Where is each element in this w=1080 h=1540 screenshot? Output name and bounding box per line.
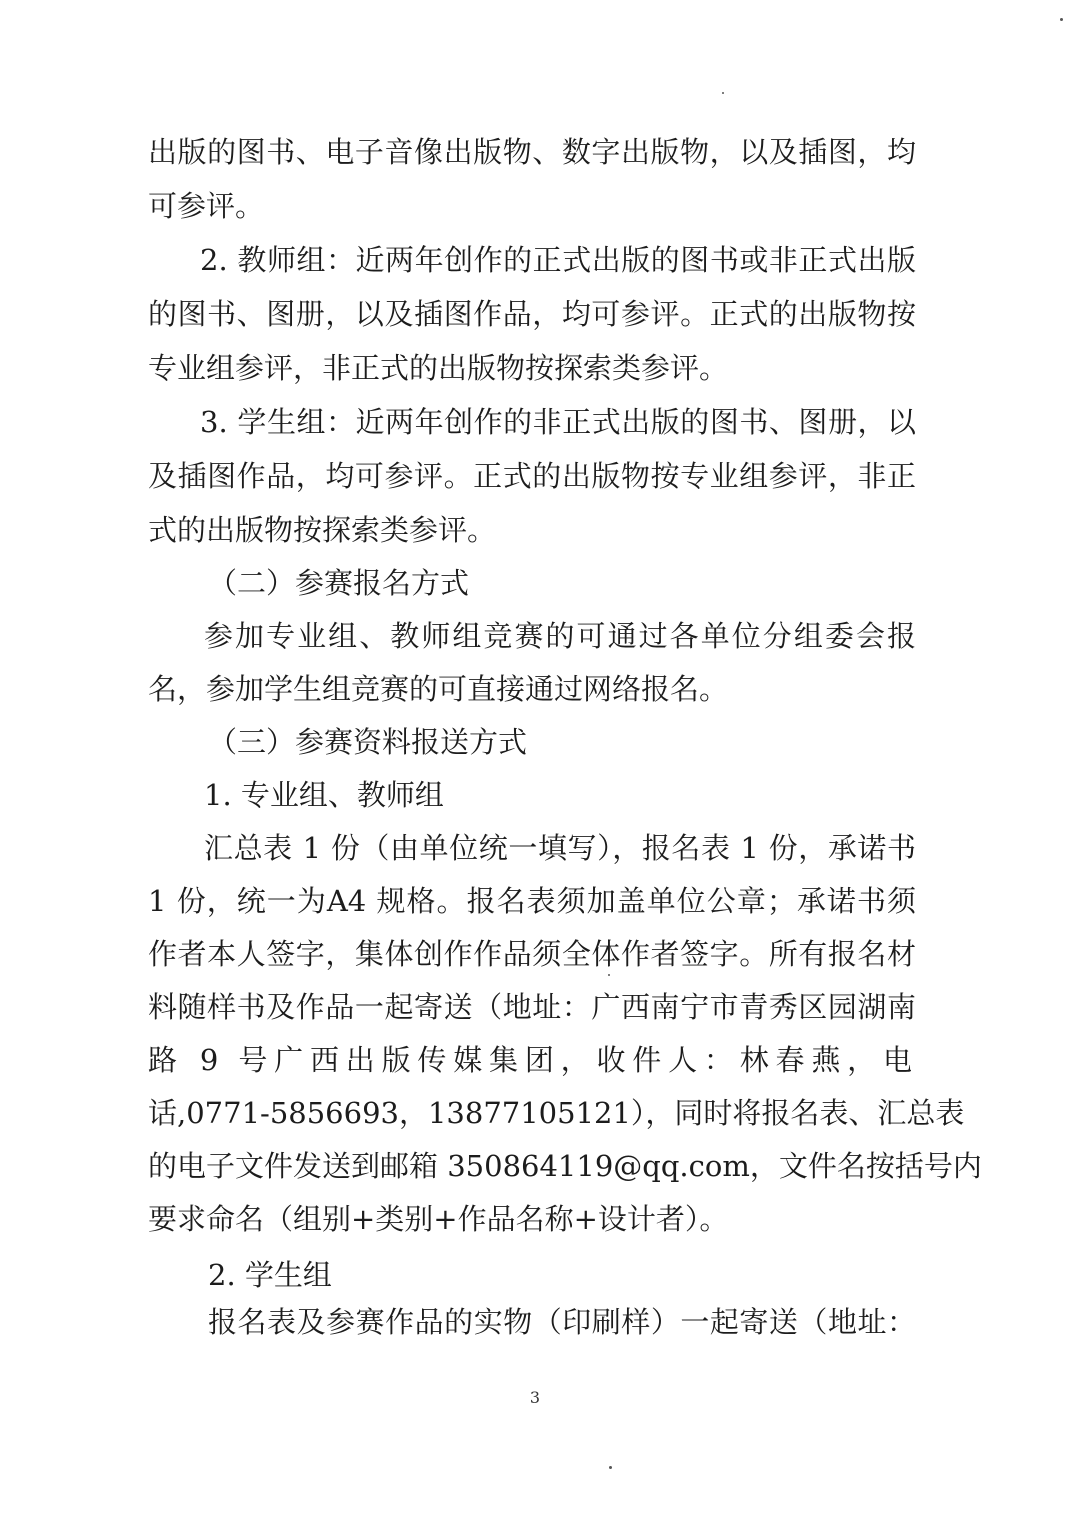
body-text-line: 式的出版物按探索类参评。 xyxy=(148,513,497,547)
subsection-heading: 2. 学生组 xyxy=(208,1258,332,1292)
body-text-line: 作者本人签字，集体创作作品须全体作者签字。所有报名材 xyxy=(148,937,916,971)
body-text-line: 3. 学生组：近两年创作的非正式出版的图书、图册，以 xyxy=(200,405,916,439)
body-text-line: 的图书、图册，以及插图作品，均可参评。正式的出版物按 xyxy=(148,297,916,331)
body-text-line: 名，参加学生组竞赛的可直接通过网络报名。 xyxy=(148,672,729,706)
body-text-line: 料随样书及作品一起寄送（地址：广西南宁市青秀区园湖南 xyxy=(148,990,916,1024)
body-text-line: 的电子文件发送到邮箱 350864119@qq.com，文件名按括号内 xyxy=(148,1149,982,1183)
body-text-line: 汇总表 1 份（由单位统一填写），报名表 1 份，承诺书 xyxy=(204,831,916,865)
scan-speck xyxy=(1060,18,1063,21)
section-heading: （三）参赛资料报送方式 xyxy=(208,725,528,759)
body-text-line: 出版的图书、电子音像出版物、数字出版物，以及插图，均 xyxy=(148,135,916,169)
body-text-line: 可参评。 xyxy=(148,189,265,223)
scan-speck xyxy=(609,1466,612,1469)
body-text-line: 要求命名（组别+类别+作品名称+设计者）。 xyxy=(148,1202,729,1236)
body-text-line: 及插图作品，均可参评。正式的出版物按专业组参评，非正 xyxy=(148,459,916,493)
body-text-line: 话,0771-5856693，13877105121），同时将报名表、汇总表 xyxy=(148,1096,965,1130)
body-text-line: 路 9 号广西出版传媒集团，收件人：林春燕，电 xyxy=(148,1043,916,1077)
body-text-line: 专业组参评，非正式的出版物按探索类参评。 xyxy=(148,351,729,385)
subsection-heading: 1. 专业组、教师组 xyxy=(204,778,444,812)
body-text-line: 报名表及参赛作品的实物（印刷样）一起寄送（地址： xyxy=(208,1305,916,1339)
page-number: 3 xyxy=(529,1388,541,1407)
section-heading: （二）参赛报名方式 xyxy=(208,566,470,600)
scan-speck xyxy=(722,92,724,94)
scan-speck xyxy=(608,974,610,976)
body-text-line: 2. 教师组：近两年创作的正式出版的图书或非正式出版 xyxy=(200,243,916,277)
body-text-line: 1 份，统一为A4 规格。报名表须加盖单位公章；承诺书须 xyxy=(148,884,916,918)
body-text-line: 参加专业组、教师组竞赛的可通过各单位分组委会报 xyxy=(204,619,916,653)
